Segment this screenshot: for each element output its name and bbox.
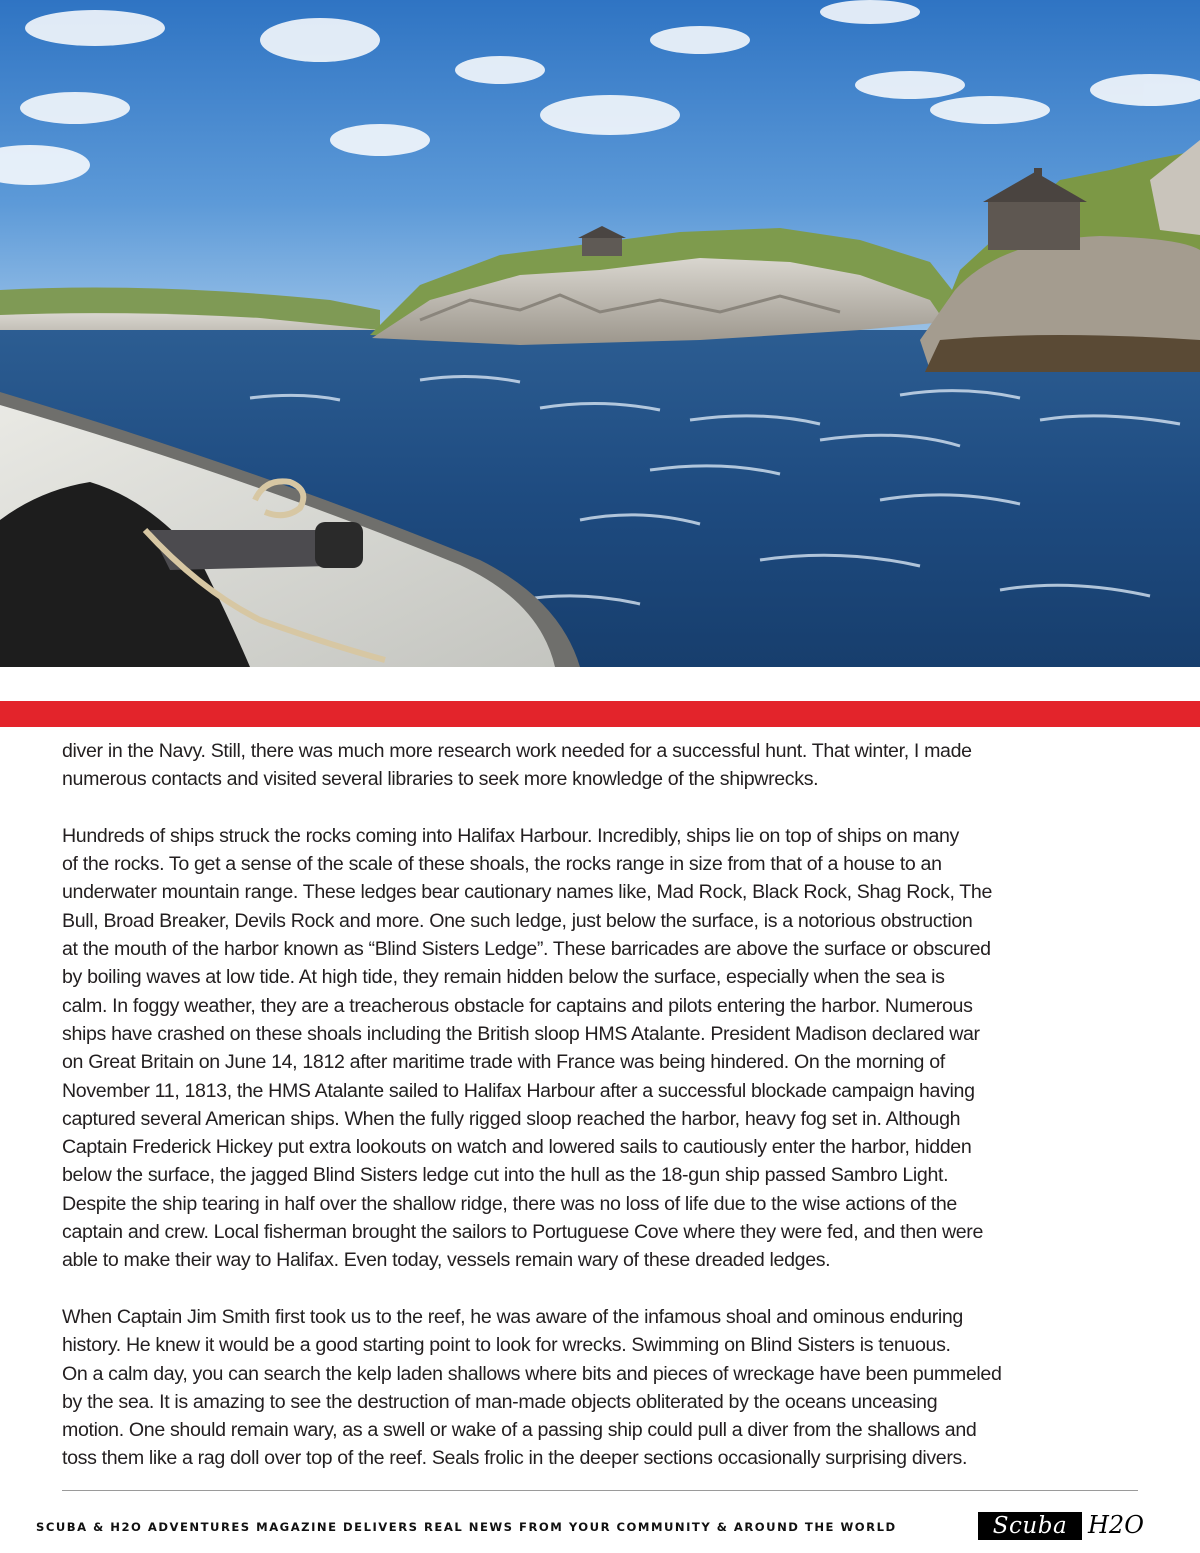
paragraph-1: diver in the Navy. Still, there was much more research work needed for a successful hunt. That winter, I made numerous contacts and visited several libraries to seek more knowledge of the shipwrecks. [62, 740, 972, 791]
paragraph-3: When Captain Jim Smith first took us to the reef, he was aware of the infamous shoal and ominous enduring history. He knew it would be a good starting point to look for wrecks. Swimming on Blind Sisters is tenuous. On a calm day, you can search the kelp laden shallows where bits and pieces of wreckage have been pummeled by the sea. It is amazing to see the destruction of man-made objects obliterated by the oceans unceasing motion. One should remain wary, as a swell or wake of a passing ship could pull a diver from the shallows and toss them like a rag doll over top of the reef. Seals frolic in the deeper sections occasionally surprising divers. [62, 1305, 1002, 1470]
scuba-h2o-logo [978, 1506, 1148, 1544]
paragraph-2: Hundreds of ships struck the rocks coming into Halifax Harbour. Incredibly, ships lie on top of ships on many of the rocks. To get a sense of the scale of these shoals, the rocks range in size from that of a house to an underwater mountain range. These ledges bear cautionary names like, Mad Rock, Black Rock, Shag Rock, The Bull, Broad Breaker, Devils Rock and more. One such ledge, just below the surface, is a notorious obstruction at the mouth of the harbor known as “Blind Sisters Ledge”. These barricades are above the surface or obscured by boiling waves at low tide. At high tide, they remain hidden below the surface, especially when the sea is calm. In foggy weather, they are a treacherous obstacle for captains and pilots entering the harbor. Numerous ships have crashed on these shoals including the British sloop HMS Atalante. President Madison declared war on Great Britain on June 14, 1812 after maritime trade with France was being hindered. On the morning of November 11, 1813, the HMS Atalante sailed to Halifax Harbour after a successful blockade campaign having captured several American ships. When the fully rigged sloop reached the harbor, heavy fog set in. Although Captain Frederick Hickey put extra lookouts on watch and lowered sails to cautiously enter the harbor, hidden below the surface, the jagged Blind Sisters ledge cut into the hull as the 18-gun ship passed Sambro Light. Despite the ship tearing in half over the shallow ridge, there was no loss of life due to the wise actions of the captain and crew. Local fisherman brought the sailors to Portuguese Cove where they were fed, and then were able to make their way to Halifax. Even today, vessels remain wary of these dreaded ledges. [62, 824, 993, 1272]
article-body [62, 737, 1142, 1473]
logo-scuba-text: Scuba [978, 1512, 1082, 1540]
logo-h2o-text: H2O [1088, 1511, 1144, 1539]
footer-rule [62, 1490, 1138, 1491]
coastal-rocks-boat-photo [0, 0, 1200, 667]
footer-tagline: SCUBA & H2O ADVENTURES MAGAZINE DELIVERS REAL NEWS FROM YOUR COMMUNITY & AROUND THE WORLD [36, 1520, 897, 1534]
red-divider-bar [0, 701, 1200, 727]
